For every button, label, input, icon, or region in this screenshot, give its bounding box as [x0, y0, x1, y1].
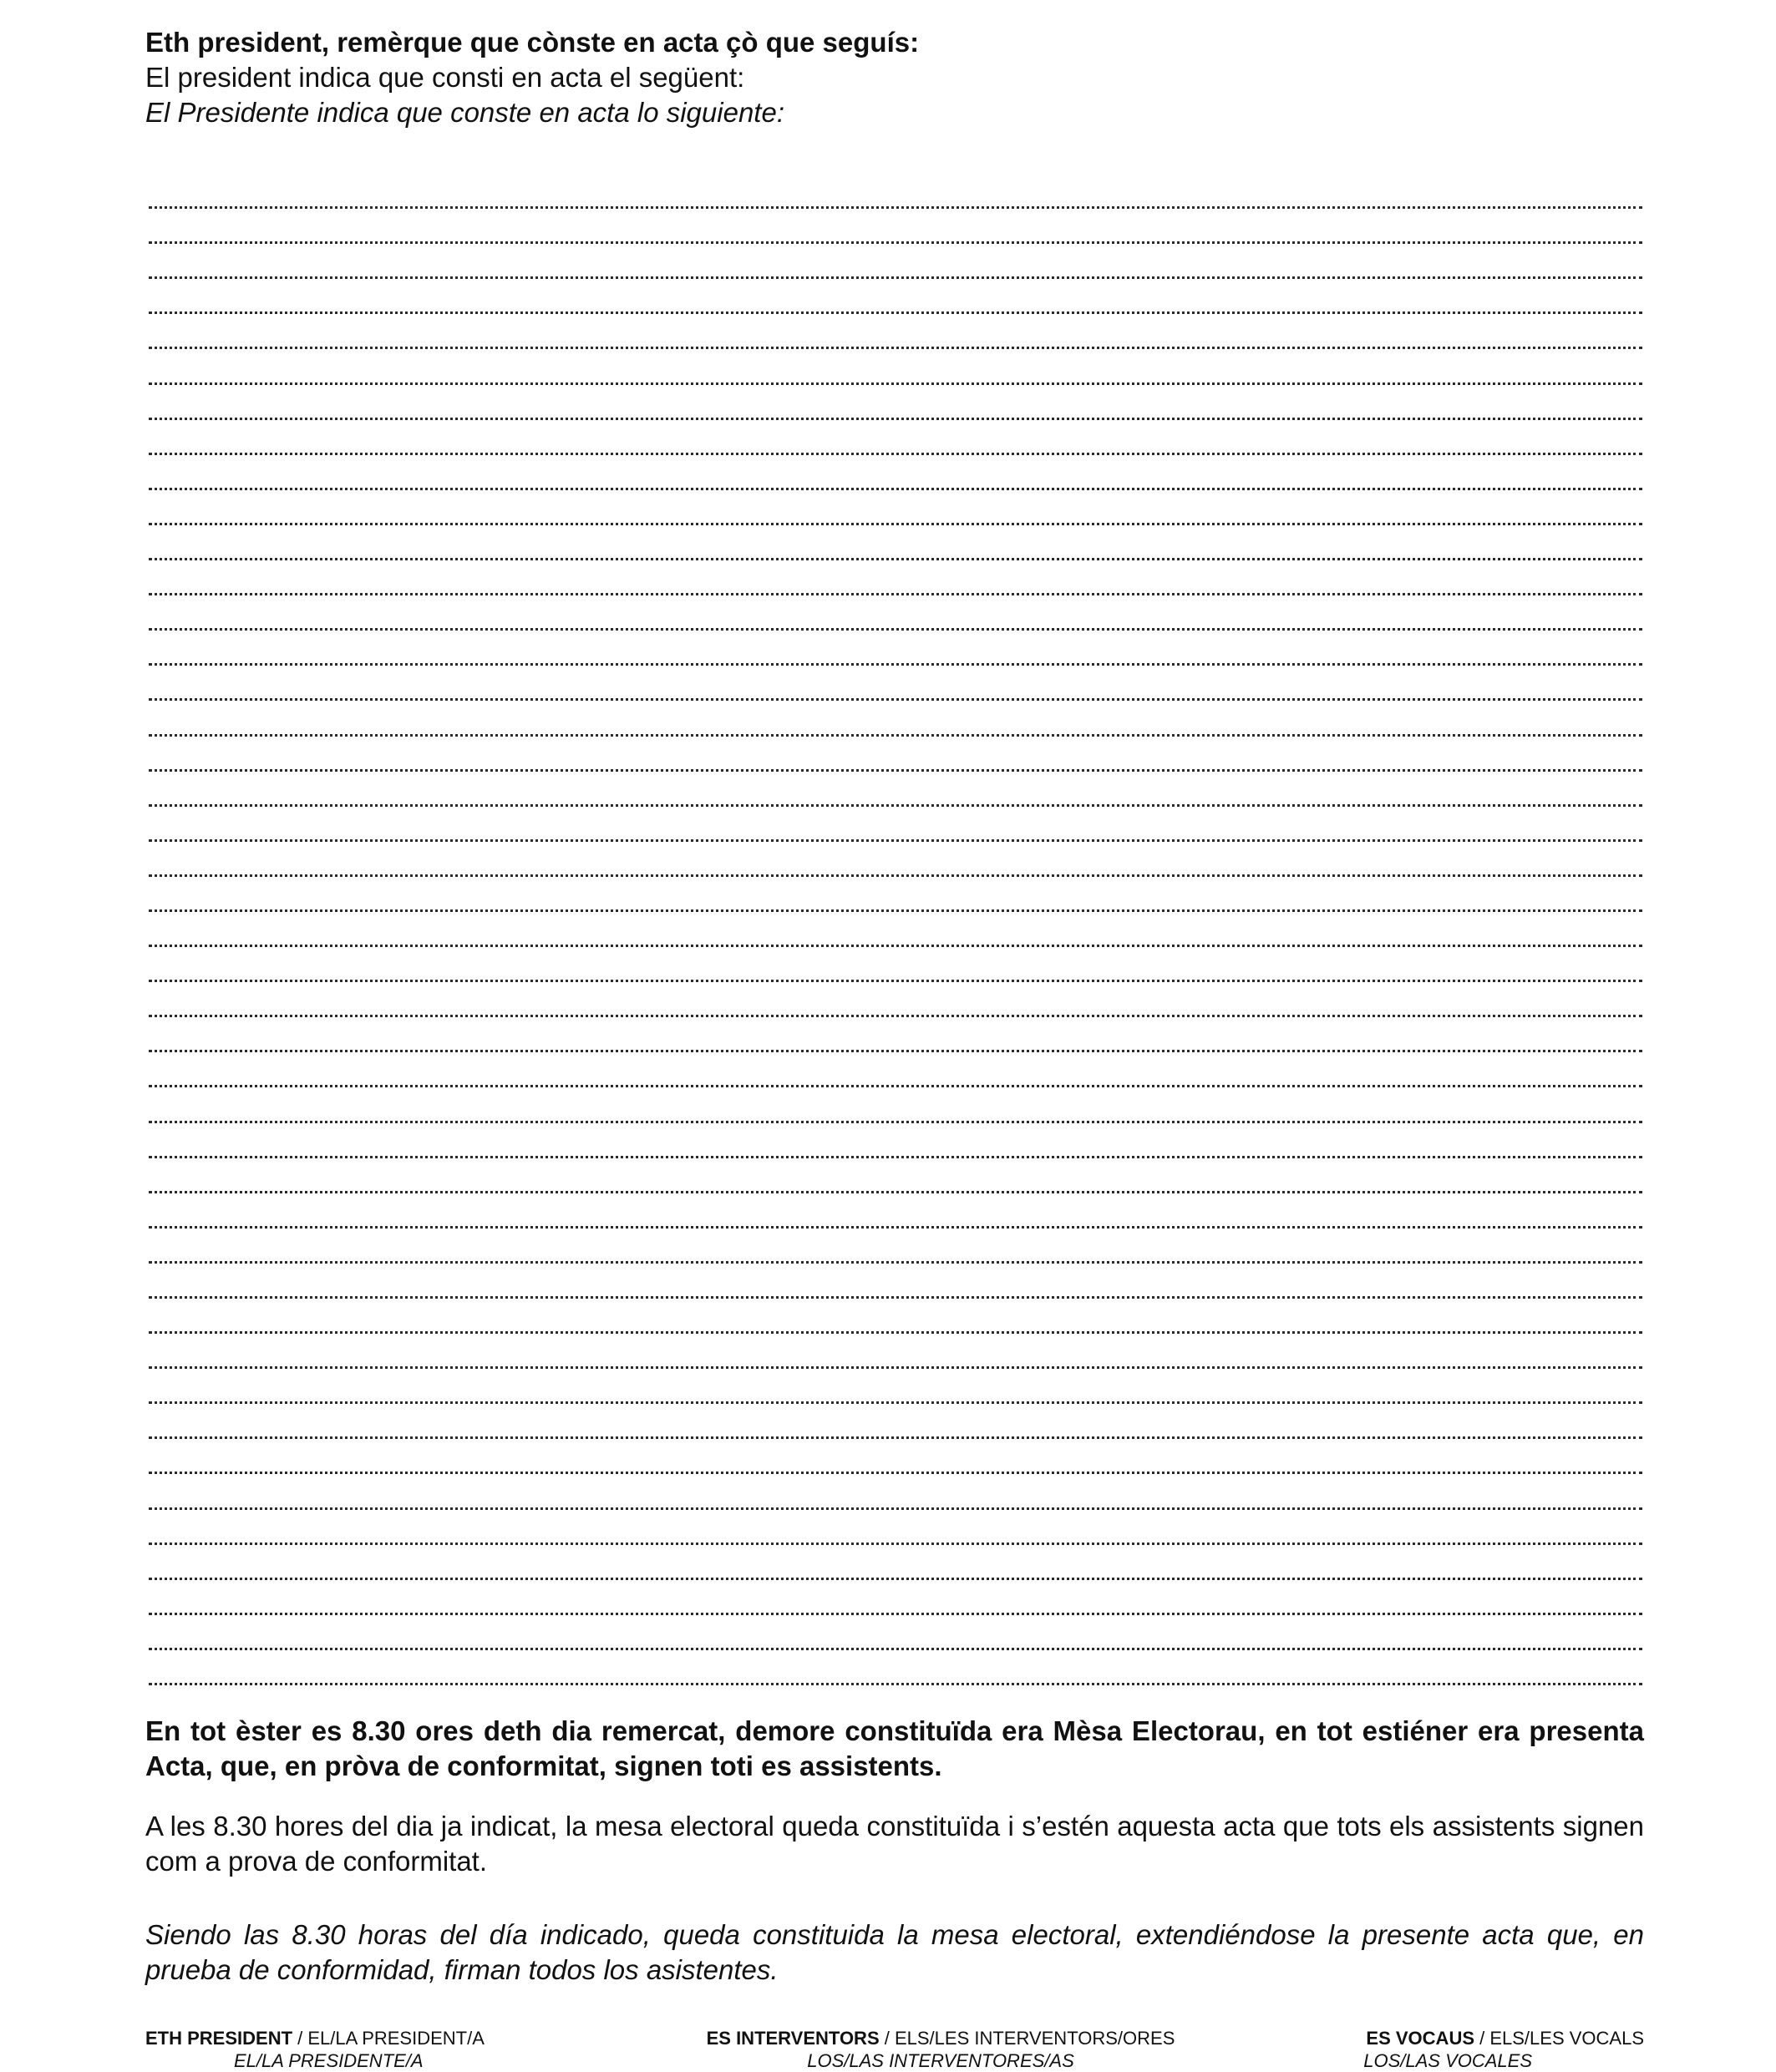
- instruction-spanish: El Presidente indica que conste en acta lo siguiente:: [145, 97, 784, 128]
- dotted-line: [149, 495, 1642, 530]
- dotted-line: [149, 1339, 1642, 1374]
- dotted-line: [149, 1585, 1642, 1620]
- signature-vocals-spanish: LOS/LAS VOCALES: [1363, 2050, 1532, 2071]
- dotted-line: [149, 636, 1642, 671]
- dotted-line: [149, 917, 1642, 952]
- dotted-line: [149, 987, 1642, 1022]
- dotted-line: [149, 1550, 1642, 1585]
- dotted-line: [149, 671, 1642, 706]
- dotted-line: [149, 1128, 1642, 1163]
- dotted-line: [149, 1092, 1642, 1127]
- signature-interventors-catalan: / ELS/LES INTERVENTORS/ORES: [879, 2028, 1175, 2049]
- dotted-line: [149, 1515, 1642, 1550]
- dotted-line: [149, 777, 1642, 812]
- dotted-line: [149, 1022, 1642, 1057]
- signature-president-catalan: / EL/LA PRESIDENT/A: [292, 2028, 485, 2049]
- dotted-line: [149, 1057, 1642, 1092]
- dotted-line: [149, 565, 1642, 600]
- dotted-line: [149, 530, 1642, 565]
- instruction-header: [145, 25, 1649, 130]
- dotted-writing-lines: [149, 179, 1642, 1690]
- signature-vocals-aranese: ES VOCAUS: [1366, 2028, 1475, 2049]
- dotted-line: [149, 706, 1642, 741]
- dotted-line: [149, 425, 1642, 460]
- dotted-line: [149, 847, 1642, 882]
- dotted-line: [149, 1198, 1642, 1234]
- dotted-line: [149, 1374, 1642, 1409]
- dotted-line: [149, 214, 1642, 249]
- dotted-line: [149, 354, 1642, 389]
- dotted-line: [149, 1163, 1642, 1198]
- instruction-catalan: El president indica que consti en acta el següent:: [145, 62, 745, 93]
- dotted-line: [149, 742, 1642, 777]
- signature-interventors-aranese: ES INTERVENTORS: [706, 2028, 880, 2049]
- signature-president-spanish: EL/LA PRESIDENTE/A: [234, 2050, 424, 2071]
- dotted-line: [149, 460, 1642, 495]
- dotted-line: [149, 1234, 1642, 1269]
- closing-spanish: Siendo las 8.30 horas del día indicado, queda constituida la mesa electoral, extendiéndose la presente acta que, en prueba de conformidad, firman todos los asistentes.: [145, 1919, 1644, 1985]
- signature-vocals-catalan: / ELS/LES VOCALS: [1474, 2028, 1644, 2049]
- dotted-line: [149, 1479, 1642, 1514]
- dotted-line: [149, 1444, 1642, 1479]
- closing-catalan: A les 8.30 hores del dia ja indicat, la mesa electoral queda constituïda i s’estén aquesta acta que tots els assistents signen com a prova de conformitat.: [145, 1811, 1644, 1877]
- dotted-line: [149, 249, 1642, 284]
- dotted-line: [149, 882, 1642, 917]
- signature-vocals: [1300, 2027, 1644, 2072]
- signature-president-aranese: ETH PRESIDENT: [145, 2028, 293, 2049]
- signature-interventors: [673, 2027, 1208, 2072]
- dotted-line: [149, 319, 1642, 354]
- dotted-line: [149, 952, 1642, 987]
- dotted-line: [149, 1409, 1642, 1444]
- dotted-line: [149, 284, 1642, 319]
- dotted-line: [149, 1620, 1642, 1655]
- signature-interventors-spanish: LOS/LAS INTERVENTORES/AS: [807, 2050, 1074, 2071]
- dotted-line: [149, 812, 1642, 847]
- closing-aranese: En tot èster es 8.30 ores deth dia remercat, demore constituïda era Mèsa Electorau, en tot estiéner era presenta Acta, que, en pròva de conformitat, signen toti es assistents.: [145, 1715, 1644, 1781]
- dotted-line: [149, 1269, 1642, 1304]
- dotted-line: [149, 390, 1642, 425]
- dotted-line: [149, 600, 1642, 636]
- dotted-line: [149, 1304, 1642, 1339]
- dotted-line: [149, 179, 1642, 214]
- dotted-line: [149, 1655, 1642, 1690]
- instruction-aranese: Eth president, remèrque que cònste en acta çò que seguís:: [145, 27, 920, 58]
- signature-president: [145, 2027, 546, 2072]
